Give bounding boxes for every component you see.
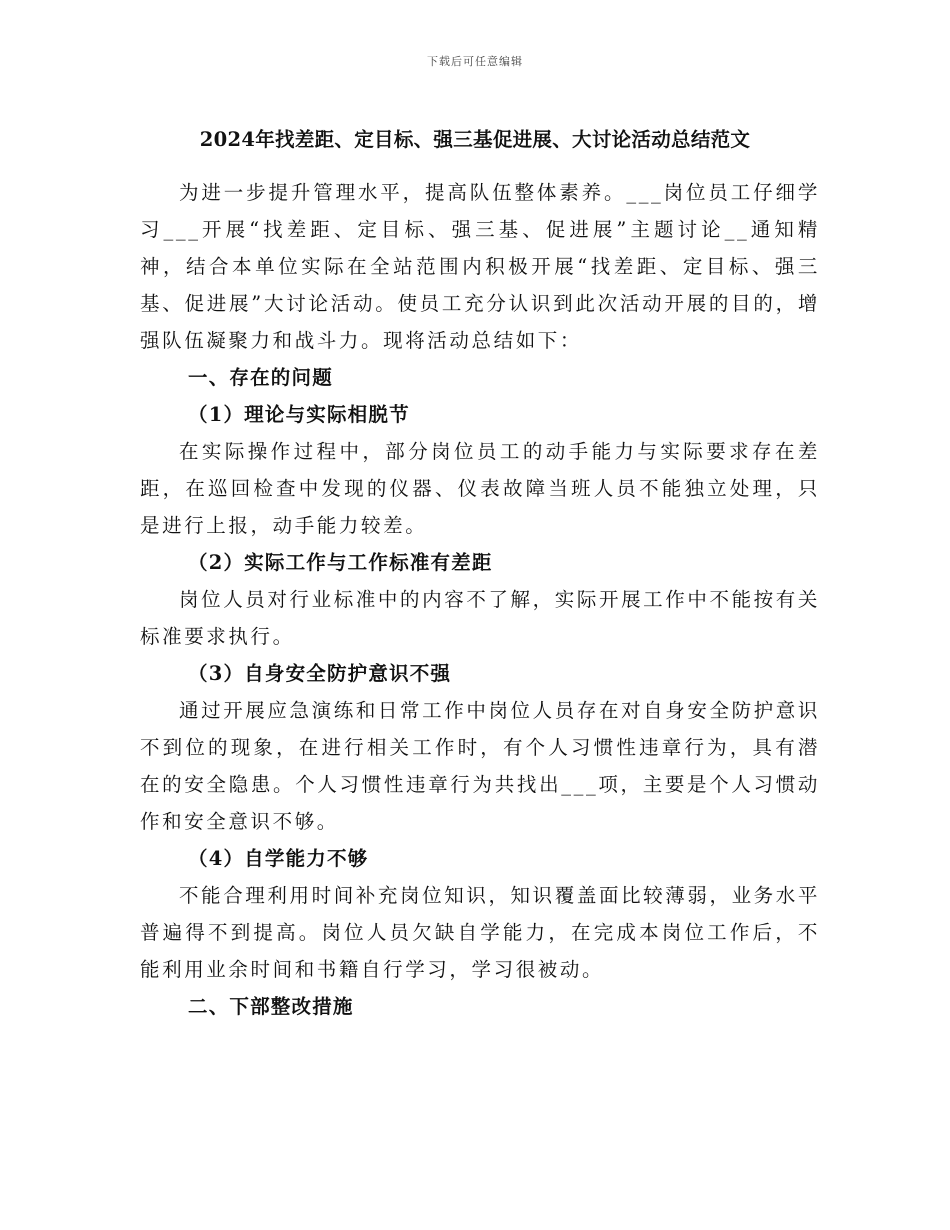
item-paragraph: 不能合理利用时间补充岗位知识，知识覆盖面比较薄弱，业务水平普遍得不到提高。岗位人员欠缺自学能力，在完成本岗位工作后，不能利用业余时间和书籍自行学习，学习很被动。 xyxy=(140,884,820,981)
header-watermark: 下载后可任意编辑 xyxy=(427,55,523,68)
item-heading: （1）理论与实际相脱节 xyxy=(188,403,410,426)
document-title: 2024年找差距、定目标、强三基促进展、大讨论活动总结范文 xyxy=(199,128,751,151)
intro-paragraph: 为进一步提升管理水平，提高队伍整体素养。___岗位员工仔细学习___开展“找差距、定目标、强三基、促进展”主题讨论__通知精神，结合本单位实际在全站范围内积极开展“找差距、定目标、强三基、促进展”大讨论活动。使员工充分认识到此次活动开展的目的，增强队伍凝聚力和战斗力。现将活动总结如下： xyxy=(140,181,820,352)
document-body xyxy=(140,174,820,1025)
item-heading: （2）实际工作与工作标准有差距 xyxy=(188,551,493,574)
section-heading-problems: 一、存在的问题 xyxy=(188,366,333,389)
item-paragraph: 岗位人员对行业标准中的内容不了解，实际开展工作中不能按有关标准要求执行。 xyxy=(140,588,820,648)
item-heading: （3）自身安全防护意识不强 xyxy=(188,662,452,685)
item-paragraph: 在实际操作过程中，部分岗位员工的动手能力与实际要求存在差距，在巡回检查中发现的仪器、仪表故障当班人员不能独立处理，只是进行上报，动手能力较差。 xyxy=(140,440,820,537)
section-heading-measures: 二、下部整改措施 xyxy=(188,995,354,1018)
item-paragraph: 通过开展应急演练和日常工作中岗位人员存在对自身安全防护意识不到位的现象，在进行相关工作时，有个人习惯性违章行为，具有潜在的安全隐患。个人习惯性违章行为共找出___项，主要是个人习惯动作和安全意识不够。 xyxy=(140,699,820,833)
item-heading: （4）自学能力不够 xyxy=(188,847,369,870)
